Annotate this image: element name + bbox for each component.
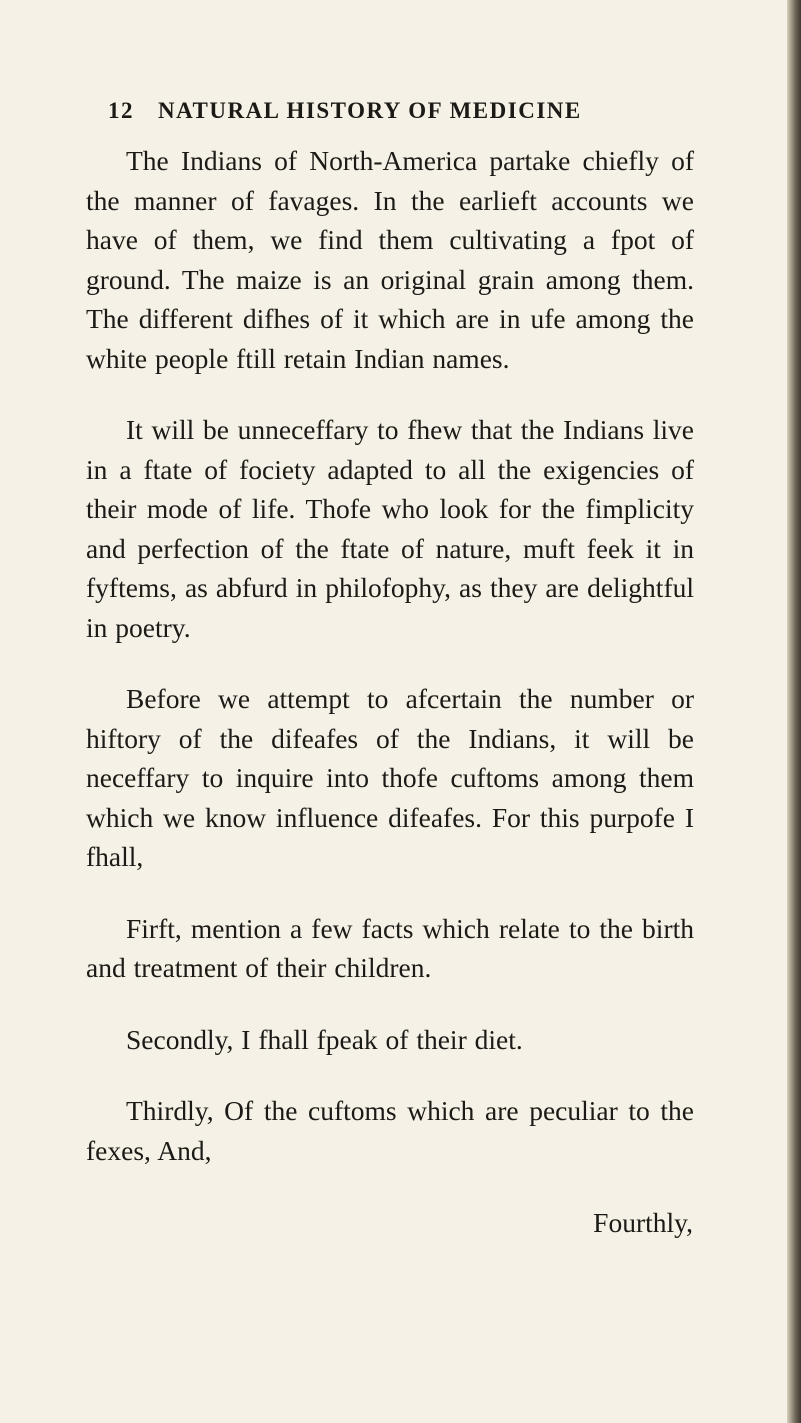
paragraph-2: It will be unneceffary to fhew that the Indians live in a ftate of fociety adapted to all the exigencies of their mode of life. Thofe who look for the fimplicity and perfection of the ftate of nature, muft feek it in fyftems, as abfurd in philofophy, as they are delightful in poetry. [86, 414, 694, 643]
paragraph-1: The Indians of North-America partake chiefly of the manner of favages. In the earlieft accounts we have of them, we find them cultivating a fpot of ground. The maize is an original grain among them. The different difhes of it which are in ufe among the white people ftill retain Indian names. [86, 145, 694, 374]
page-number: 12 [108, 98, 134, 123]
paragraph-3: Before we attempt to afcertain the number or hiftory of the difeafes of the Indians, it will be neceffary to inquire into thofe cuftoms among them which we know influence difeafes. For this purpofe I fhall, [86, 683, 694, 872]
paragraph-6: Thirdly, Of the cuftoms which are peculiar to the fexes, And, [86, 1095, 694, 1166]
running-header [108, 98, 708, 132]
paragraph-5: Secondly, I fhall fpeak of their diet. [126, 1023, 523, 1055]
paragraph-4: Firft, mention a few facts which relate to the birth and treatment of their children. [86, 912, 694, 983]
page-edge-shadow [787, 0, 801, 1423]
catchword: Fourthly, [593, 1207, 693, 1238]
running-title: NATURAL HISTORY OF MEDICINE [158, 98, 582, 123]
body-text [86, 141, 694, 1170]
